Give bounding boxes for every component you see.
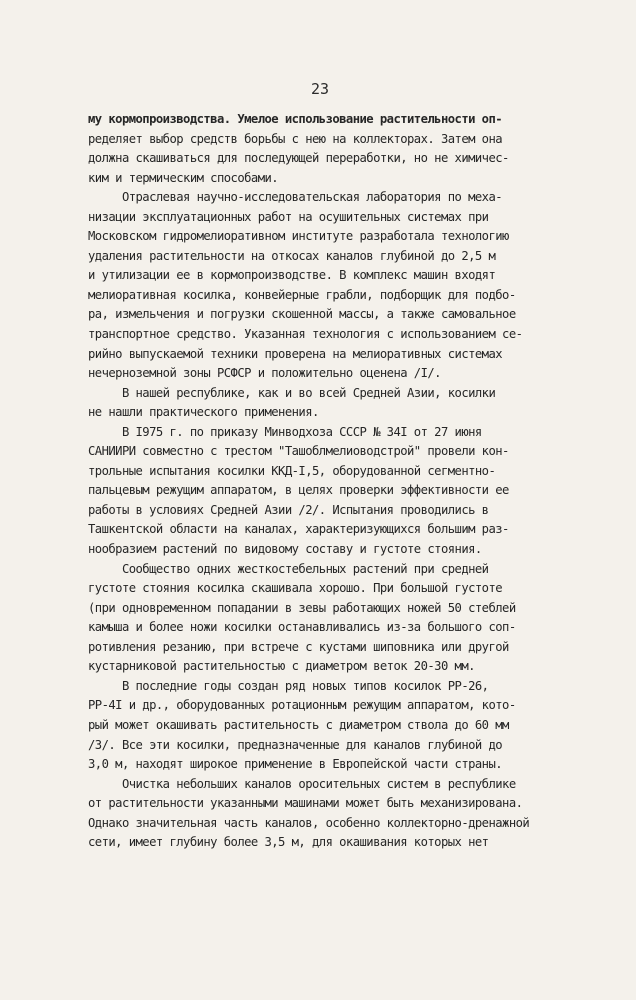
- text-line: пальцевым режущим аппаратом, в целях проверки эффективности ее: [88, 483, 509, 498]
- text-line: РР-4I и др., оборудованных ротационным режущим аппаратом, кото-: [88, 698, 516, 713]
- text-line: Сообщество одних жесткостебельных растений при средней: [88, 561, 489, 576]
- text-line: ределяет выбор средств борьбы с нею на коллекторах. Затем она: [88, 131, 503, 146]
- text-line: САНИИРИ совместно с трестом "Ташоблмелиоводстрой" провели кон-: [88, 444, 509, 459]
- text-line: (при одновременном попадании в зевы работающих ножей 50 стеблей: [88, 600, 516, 615]
- text-line: ротивления резанию, при встрече с кустами шиповника или другой: [88, 639, 509, 654]
- text-line: Московском гидромелиоративном институте разработала технологию: [88, 229, 509, 244]
- text-line: му кормопроизводства. Умелое использование растительности оп-: [88, 112, 503, 126]
- text-line: нообразием растений по видовому составу и густоте стояния.: [88, 542, 482, 557]
- text-line: не нашли практического применения.: [88, 405, 319, 420]
- text-line: удаления растительности на откосах каналов глубиной до 2,5 м: [88, 248, 496, 263]
- text-line: В I975 г. по приказу Минводхоза СССР № 34I от 27 июня: [88, 424, 482, 439]
- text-line: работы в условиях Средней Азии /2/. Испытания проводились в: [88, 502, 489, 517]
- text-line: кустарниковой растительностью с диаметром веток 20-30 мм.: [88, 659, 475, 674]
- text-line: ра, измельчения и погрузки скошенной массы, а также самовальное: [88, 307, 516, 322]
- text-line: низации эксплуатационных работ на осушительных системах при: [88, 209, 489, 224]
- text-line: сети, имеет глубину более 3,5 м, для окашивания которых нет: [88, 835, 489, 850]
- body-text: [88, 110, 608, 853]
- text-line: рийно выпускаемой техники проверена на мелиоративных системах: [88, 346, 503, 361]
- text-line: 3,0 м, находят широкое применение в Европейской части страны.: [88, 757, 503, 772]
- text-line: трольные испытания косилки ККД-I,5, оборудованной сегментно-: [88, 463, 496, 478]
- text-line: В последние годы создан ряд новых типов косилок РР-26,: [88, 678, 489, 693]
- text-line: ким и термическим способами.: [88, 170, 279, 185]
- text-line: нечерноземной зоны РСФСР и положительно оценена /I/.: [88, 366, 441, 381]
- text-line: В нашей республике, как и во всей Средней Азии, косилки: [88, 385, 496, 400]
- page-number: 23: [310, 80, 330, 98]
- text-line: Однако значительная часть каналов, особенно коллекторно-дренажной: [88, 815, 530, 830]
- text-line: рый может окашивать растительность с диаметром ствола до 60 мм: [88, 717, 509, 732]
- text-line: Отраслевая научно-исследовательская лаборатория по меха-: [88, 190, 503, 205]
- text-line: Очистка небольших каналов оросительных систем в республике: [88, 776, 516, 791]
- text-line: мелиоративная косилка, конвейерные грабли, подборщик для подбо-: [88, 287, 516, 302]
- text-line: густоте стояния косилка скашивала хорошо. При большой густоте: [88, 581, 503, 596]
- text-line: транспортное средство. Указанная технология с использованием се-: [88, 327, 523, 342]
- text-line: от растительности указанными машинами может быть механизирована.: [88, 796, 523, 811]
- text-line: и утилизации ее в кормопроизводстве. В комплекс машин входят: [88, 268, 496, 283]
- text-line: должна скашиваться для последующей переработки, но не химичес-: [88, 151, 509, 166]
- text-line: Ташкентской области на каналах, характеризующихся большим раз-: [88, 522, 509, 537]
- text-line: камыша и более ножи косилки останавливались из-за большого соп-: [88, 620, 516, 635]
- text-line: /3/. Все эти косилки, предназначенные для каналов глубиной до: [88, 737, 503, 752]
